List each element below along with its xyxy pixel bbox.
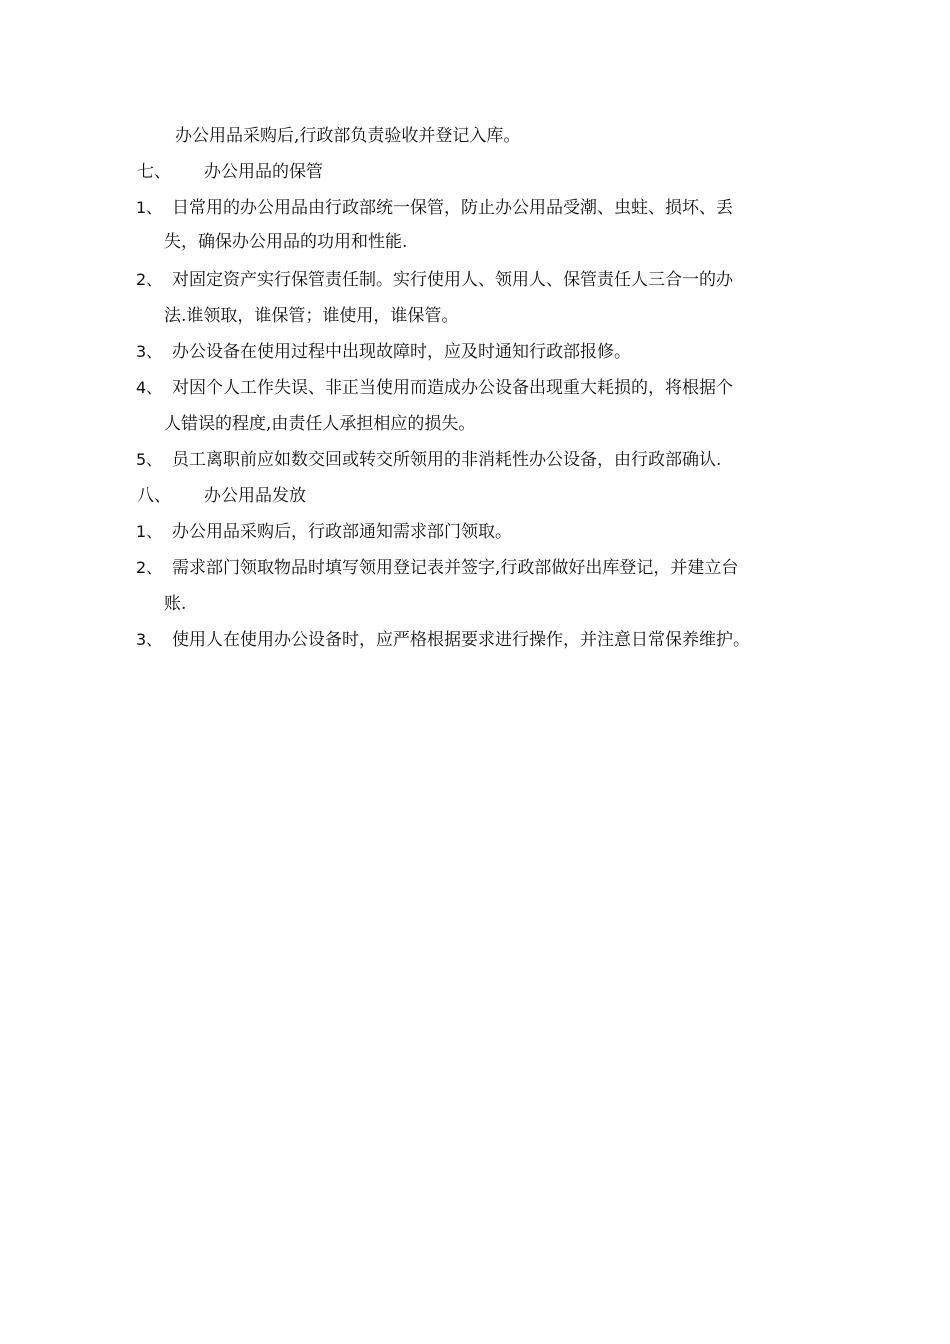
section-7-number: 七、 <box>137 162 171 182</box>
list-item-text-continued: 人错误的程度,由责任人承担相应的损失。 <box>164 414 476 434</box>
section-8-number: 八、 <box>137 486 171 506</box>
list-item-number: 3、 <box>136 630 163 649</box>
list-item-text: 办公设备在使用过程中出现故障时，应及时通知行政部报修。 <box>172 342 631 362</box>
list-item-text: 需求部门领取物品时填写领用登记表并签字,行政部做好出库登记，并建立台 <box>172 558 739 578</box>
list-item-text-continued: 失，确保办公用品的功用和性能. <box>164 232 408 252</box>
list-item-number: 3、 <box>136 342 163 361</box>
list-item-text-continued: 法.谁领取，谁保管；谁使用，谁保管。 <box>164 306 459 326</box>
list-item-text-continued: 账. <box>164 594 187 614</box>
list-item-number: 1、 <box>136 198 163 217</box>
list-item-number: 2、 <box>136 270 163 289</box>
section-7-title: 办公用品的保管 <box>204 162 323 182</box>
list-item-text: 使用人在使用办公设备时，应严格根据要求进行操作，并注意日常保养维护。 <box>172 630 750 650</box>
list-item-number: 2、 <box>136 558 163 577</box>
list-item-text: 员工离职前应如数交回或转交所领用的非消耗性办公设备，由行政部确认. <box>172 450 722 470</box>
lead-paragraph: 办公用品采购后,行政部负责验收并登记入库。 <box>175 126 521 146</box>
list-item-text: 对固定资产实行保管责任制。实行使用人、领用人、保管责任人三合一的办 <box>172 270 733 290</box>
section-8-title: 办公用品发放 <box>204 486 306 506</box>
list-item-text: 对因个人工作失误、非正当使用而造成办公设备出现重大耗损的，将根据个 <box>172 378 733 398</box>
list-item-number: 1、 <box>136 522 163 541</box>
list-item-number: 4、 <box>136 378 163 397</box>
list-item-number: 5、 <box>136 450 163 469</box>
list-item-text: 日常用的办公用品由行政部统一保管，防止办公用品受潮、虫蛀、损坏、丢 <box>172 198 733 218</box>
list-item-text: 办公用品采购后，行政部通知需求部门领取。 <box>172 522 512 542</box>
